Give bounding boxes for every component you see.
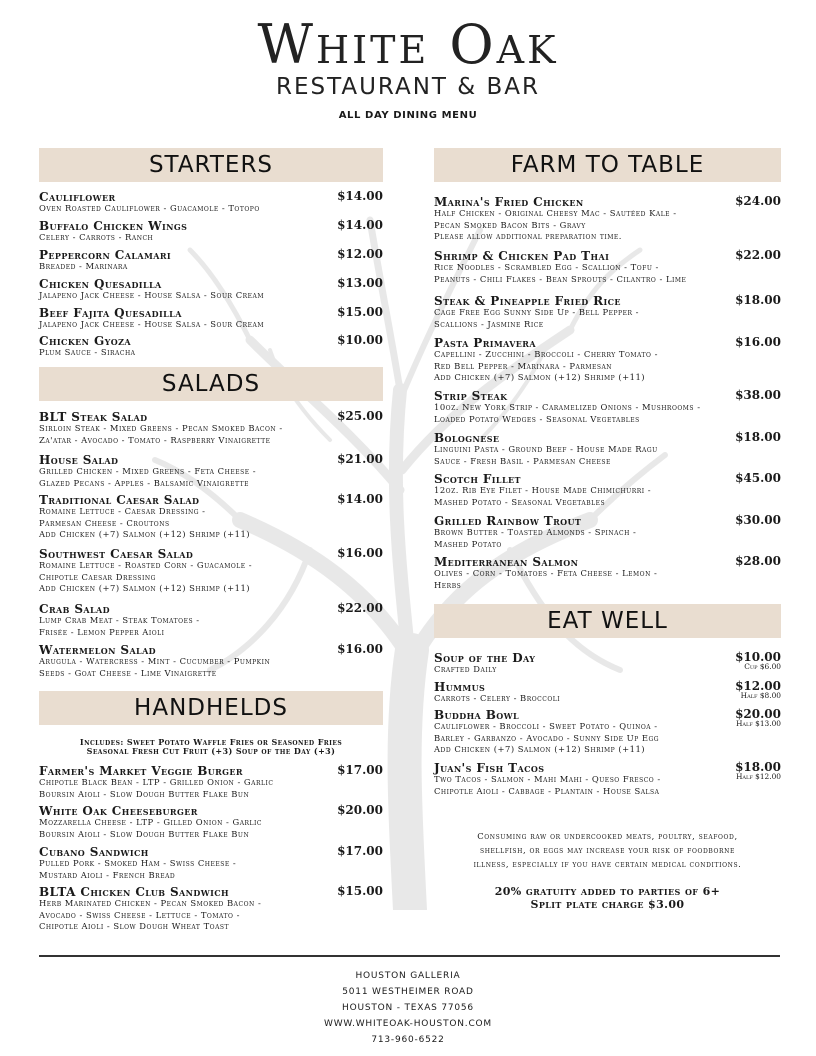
menu-item xyxy=(434,337,781,384)
menu-item-price: $20.00 xyxy=(735,707,781,721)
menu-item-price: $18.00 xyxy=(735,430,781,444)
menu-item-description: Pulled Pork - Smoked Ham - Swiss Cheese - xyxy=(39,858,237,868)
menu-item-price: $22.00 xyxy=(735,248,781,262)
menu-item xyxy=(39,805,383,840)
menu-item-price: $30.00 xyxy=(735,513,781,527)
menu-item-description: Pecan Smoked Bacon Bits - Gravy xyxy=(434,219,586,230)
section-heading-eat-well: EAT WELL xyxy=(434,604,781,638)
menu-item xyxy=(39,765,383,800)
menu-item-price: $16.00 xyxy=(735,335,781,349)
menu-item-name: Peppercorn Calamari xyxy=(39,248,172,262)
menu-item-price: $38.00 xyxy=(735,388,781,402)
menu-item-name: Southwest Caesar Salad xyxy=(39,547,194,561)
menu-item-price: $14.00 xyxy=(337,189,383,203)
menu-item-description: Za'atar - Avocado - Tomato - Raspberry Vinaigrette xyxy=(39,434,271,445)
menu-item-description: Avocado - Swiss Cheese - Lettuce - Tomato - xyxy=(39,909,240,920)
menu-item-name: White Oak Cheeseburger xyxy=(39,804,198,818)
menu-item-description: Sauce - Fresh Basil - Parmesan Cheese xyxy=(434,455,611,466)
menu-item-description: Olives - Corn - Tomatoes - Feta Cheese - Lemon - xyxy=(434,568,658,578)
includes-line: Seasonal Fresh Cut Fruit (+3) Soup of the Day (+3) xyxy=(86,746,336,756)
menu-item-name: Chicken Gyoza xyxy=(39,334,131,348)
menu-item-price: $15.00 xyxy=(337,884,383,898)
menu-item xyxy=(39,548,383,595)
menu-item xyxy=(434,762,781,797)
menu-item-description: Seeds - Goat Cheese - Lime Vinaigrette xyxy=(39,667,217,678)
section-heading-starters: STARTERS xyxy=(39,148,383,182)
menu-item xyxy=(39,307,383,331)
menu-item-description: Capellini - Zucchini - Broccoli - Cherry Tomato - xyxy=(434,349,658,359)
menu-item-price: $16.00 xyxy=(337,546,383,560)
menu-item-name: Strip Steak xyxy=(434,389,508,403)
menu-item-price: $45.00 xyxy=(735,471,781,485)
footer-street: 5011 WESTHEIMER ROAD xyxy=(342,987,474,997)
menu-item xyxy=(39,249,383,273)
menu-item-description: Mashed Potato - Seasonal Vegetables xyxy=(434,496,606,507)
footer-contact xyxy=(0,968,816,1048)
menu-item-price: $14.00 xyxy=(337,218,383,232)
restaurant-name: White Oak xyxy=(257,13,559,76)
menu-item xyxy=(39,454,383,489)
menu-item-price: $12.00 xyxy=(735,679,781,693)
menu-item xyxy=(434,196,781,243)
menu-item-name: Soup of the Day xyxy=(434,651,536,665)
menu-item-price: $18.00 xyxy=(735,760,781,774)
menu-item-name: Marina's Fried Chicken xyxy=(434,195,584,209)
menu-item-description: Sirloin Steak - Mixed Greens - Pecan Smoked Bacon - xyxy=(39,423,283,433)
menu-item-name: Mediterranean Salmon xyxy=(434,555,579,569)
menu-item-half-price: Half $12.00 xyxy=(735,772,781,781)
menu-item-name: Steak & Pineapple Fried Rice xyxy=(434,294,621,308)
menu-item xyxy=(39,603,383,638)
menu-item-name: Cubano Sandwich xyxy=(39,845,149,859)
menu-item-name: Farmer's Market Veggie Burger xyxy=(39,764,243,778)
menu-item-description: Add Chicken (+7) Salmon (+12) Shrimp (+11) xyxy=(39,529,251,539)
menu-item-name: Scotch Fillet xyxy=(434,472,521,486)
menu-item-description: 10oz. New York Strip - Caramelized Onions - Mushrooms - xyxy=(434,402,701,412)
menu-item-description: Two Tacos - Salmon - Mahi Mahi - Queso Fresco - xyxy=(434,774,661,784)
menu-item-price: $17.00 xyxy=(337,763,383,777)
menu-item-name: Crab Salad xyxy=(39,602,110,616)
menu-item xyxy=(434,515,781,550)
menu-item-description: Red Bell Pepper - Marinara - Parmesan xyxy=(434,360,613,371)
menu-item-price: $28.00 xyxy=(735,554,781,568)
menu-item-name: House Salad xyxy=(39,453,119,467)
menu-item-price: $13.00 xyxy=(337,276,383,290)
menu-item-description: Add Chicken (+7) Salmon (+12) Shrimp (+11) xyxy=(434,744,646,754)
menu-item-description: Grilled Chicken - Mixed Greens - Feta Cheese - xyxy=(39,466,257,476)
section-heading-farm-to-table: FARM TO TABLE xyxy=(434,148,781,182)
menu-item xyxy=(39,494,383,541)
menu-item-name: Pasta Primavera xyxy=(434,336,536,350)
menu-item xyxy=(39,220,383,244)
menu-item-description: Chipotle Aioli - Cabbage - Plantain - House Salsa xyxy=(434,785,660,796)
menu-item-name: Buffalo Chicken Wings xyxy=(39,219,188,233)
menu-item xyxy=(434,250,781,285)
menu-item-name: Traditional Caesar Salad xyxy=(39,493,200,507)
menu-item-description: Cage Free Egg Sunny Side Up - Bell Pepper - xyxy=(434,307,639,317)
menu-item-description: 12oz. Rib Eye Filet - House Made Chimichurri - xyxy=(434,485,652,495)
menu-item xyxy=(434,556,781,591)
menu-item-price: $17.00 xyxy=(337,844,383,858)
advisory-line: Consuming raw or undercooked meats, poultry, seafood, xyxy=(477,831,738,841)
menu-item-description: Mashed Potato xyxy=(434,538,502,549)
menu-item-price: $18.00 xyxy=(735,293,781,307)
menu-item-half-price: Cup $6.00 xyxy=(744,662,781,671)
menu-tagline: ALL DAY DINING MENU xyxy=(338,110,478,121)
gratuity-note: 20% gratuity added to parties of 6+ xyxy=(494,885,721,898)
menu-item-description: Mozzarella Cheese - LTP - Gilled Onion - Garlic xyxy=(39,817,263,827)
menu-item-description: Chipotle Aioli - Slow Dough Wheat Toast xyxy=(39,921,230,931)
menu-item-description: Linguini Pasta - Ground Beef - House Made Ragu xyxy=(434,444,658,454)
menu-item-description: Jalapeno Jack Cheese - House Salsa - Sour Cream xyxy=(39,319,264,329)
menu-item-name: Shrimp & Chicken Pad Thai xyxy=(434,249,610,263)
menu-item xyxy=(39,191,383,215)
menu-item xyxy=(39,886,383,933)
menu-item-description: Chipotle Caesar Dressing xyxy=(39,571,156,582)
menu-item-name: BLT Steak Salad xyxy=(39,410,148,424)
menu-item-description: Barley - Garbanzo - Avocado - Sunny Side Up Egg xyxy=(434,732,660,743)
menu-item-price: $10.00 xyxy=(735,650,781,664)
footer-location: HOUSTON GALLERIA xyxy=(355,971,461,981)
advisory-line: illness, especially if you have certain medical conditions. xyxy=(473,859,742,869)
menu-item-name: Grilled Rainbow Trout xyxy=(434,514,582,528)
menu-item-price: $22.00 xyxy=(337,601,383,615)
menu-item-description: Frisée - Lemon Pepper Aioli xyxy=(39,626,165,637)
menu-item-description: Add Chicken (+7) Salmon (+12) Shrimp (+11) xyxy=(39,583,251,593)
menu-item-description: Lump Crab Meat - Steak Tomatoes - xyxy=(39,615,200,625)
food-safety-advisory xyxy=(434,829,781,871)
menu-item-description: Please allow additional preparation time. xyxy=(434,231,622,241)
menu-item xyxy=(39,846,383,881)
footer-website: WWW.WHITEOAK-HOUSTON.COM xyxy=(324,1019,492,1029)
menu-item-name: BLTA Chicken Club Sandwich xyxy=(39,885,229,899)
menu-item-description: Add Chicken (+7) Salmon (+12) Shrimp (+11) xyxy=(434,372,646,382)
menu-item-description: Jalapeno Jack Cheese - House Salsa - Sour Cream xyxy=(39,290,264,300)
menu-item-description: Plum Sauce - Siracha xyxy=(39,347,136,357)
menu-item-description: Parmesan Cheese - Croutons xyxy=(39,517,170,528)
menu-item xyxy=(39,411,383,446)
section-heading-handhelds: HANDHELDS xyxy=(39,691,383,725)
menu-item-description: Boursin Aioli - Slow Dough Butter Flake Bun xyxy=(39,788,250,799)
menu-item-name: Chicken Quesadilla xyxy=(39,277,162,291)
menu-item-description: Arugula - Watercress - Mint - Cucumber - Pumpkin xyxy=(39,656,271,666)
menu-item-description: Chipotle Black Bean - LTP - Grilled Onion - Garlic xyxy=(39,777,274,787)
menu-item-name: Bolognese xyxy=(434,431,500,445)
menu-item-description: Scallions - Jasmine Rice xyxy=(434,318,544,329)
menu-item-name: Cauliflower xyxy=(39,190,116,204)
menu-item-description: Cauliflower - Broccoli - Sweet Potato - Quinoa - xyxy=(434,721,658,731)
menu-item-half-price: Half $13.00 xyxy=(735,719,781,728)
menu-item xyxy=(434,652,781,676)
menu-item-price: $24.00 xyxy=(735,194,781,208)
menu-item-name: Beef Fajita Quesadilla xyxy=(39,306,182,320)
menu-item-price: $12.00 xyxy=(337,247,383,261)
menu-item xyxy=(434,295,781,330)
menu-item-price: $21.00 xyxy=(337,452,383,466)
handhelds-includes xyxy=(39,738,383,756)
split-plate-note: Split plate charge $3.00 xyxy=(530,898,685,911)
menu-item xyxy=(39,335,383,359)
advisory-line: shellfish, or eggs may increase your risk of foodborne xyxy=(480,845,735,855)
menu-item-description: Celery - Carrots - Ranch xyxy=(39,232,154,242)
menu-item xyxy=(39,644,383,679)
menu-item xyxy=(434,709,781,756)
menu-item-description: Carrots - Celery - Broccoli xyxy=(434,693,561,703)
menu-item-description: Peanuts - Chili Flakes - Bean Sprouts - Cilantro - Lime xyxy=(434,273,687,284)
menu-item xyxy=(434,681,781,705)
party-policy xyxy=(434,885,781,911)
menu-item xyxy=(434,390,781,425)
menu-item-description: Rice Noodles - Scrambled Egg - Scallion - Tofu - xyxy=(434,262,659,272)
menu-header xyxy=(0,14,816,121)
menu-item-description: Half Chicken - Original Cheesy Mac - Sautéed Kale - xyxy=(434,208,677,218)
restaurant-subtitle: RESTAURANT & BAR xyxy=(275,74,541,100)
footer-city: HOUSTON - TEXAS 77056 xyxy=(342,1003,474,1013)
menu-item-price: $16.00 xyxy=(337,642,383,656)
menu-item-name: Buddha Bowl xyxy=(434,708,520,722)
menu-item-price: $20.00 xyxy=(337,803,383,817)
menu-item-description: Romaine Lettuce - Roasted Corn - Guacamole - xyxy=(39,560,253,570)
menu-item-description: Brown Butter - Toasted Almonds - Spinach - xyxy=(434,527,637,537)
menu-item-name: Hummus xyxy=(434,680,486,694)
menu-item-description: Crafted Daily xyxy=(434,664,497,674)
menu-item-description: Loaded Potato Wedges - Seasonal Vegetables xyxy=(434,413,640,424)
menu-item-description: Herbs xyxy=(434,579,462,590)
menu-item-description: Mustard Aioli - French Bread xyxy=(39,869,176,880)
menu-item-description: Glazed Pecans - Apples - Balsamic Vinaigrette xyxy=(39,477,249,488)
menu-item-half-price: Half $8.00 xyxy=(740,691,781,700)
menu-item-description: Romaine Lettuce - Caesar Dressing - xyxy=(39,506,206,516)
section-heading-salads: SALADS xyxy=(39,367,383,401)
menu-item xyxy=(434,473,781,508)
menu-item-price: $10.00 xyxy=(337,333,383,347)
includes-line: Includes: Sweet Potato Waffle Fries or Seasoned Fries xyxy=(79,737,343,747)
footer-divider xyxy=(39,955,780,957)
menu-item-description: Breaded - Marinara xyxy=(39,261,128,271)
menu-item-price: $25.00 xyxy=(337,409,383,423)
menu-item xyxy=(39,278,383,302)
footer-phone: 713-960-6522 xyxy=(371,1035,445,1045)
menu-item-description: Herb Marinated Chicken - Pecan Smoked Bacon - xyxy=(39,898,262,908)
menu-item-name: Watermelon Salad xyxy=(39,643,157,657)
menu-item-name: Juan's Fish Tacos xyxy=(434,761,545,775)
menu-item-price: $15.00 xyxy=(337,305,383,319)
menu-item-description: Boursin Aioli - Slow Dough Butter Flake Bun xyxy=(39,828,250,839)
menu-item-price: $14.00 xyxy=(337,492,383,506)
menu-item-description: Oven Roasted Cauliflower - Guacamole - Totopo xyxy=(39,203,260,213)
menu-item xyxy=(434,432,781,467)
